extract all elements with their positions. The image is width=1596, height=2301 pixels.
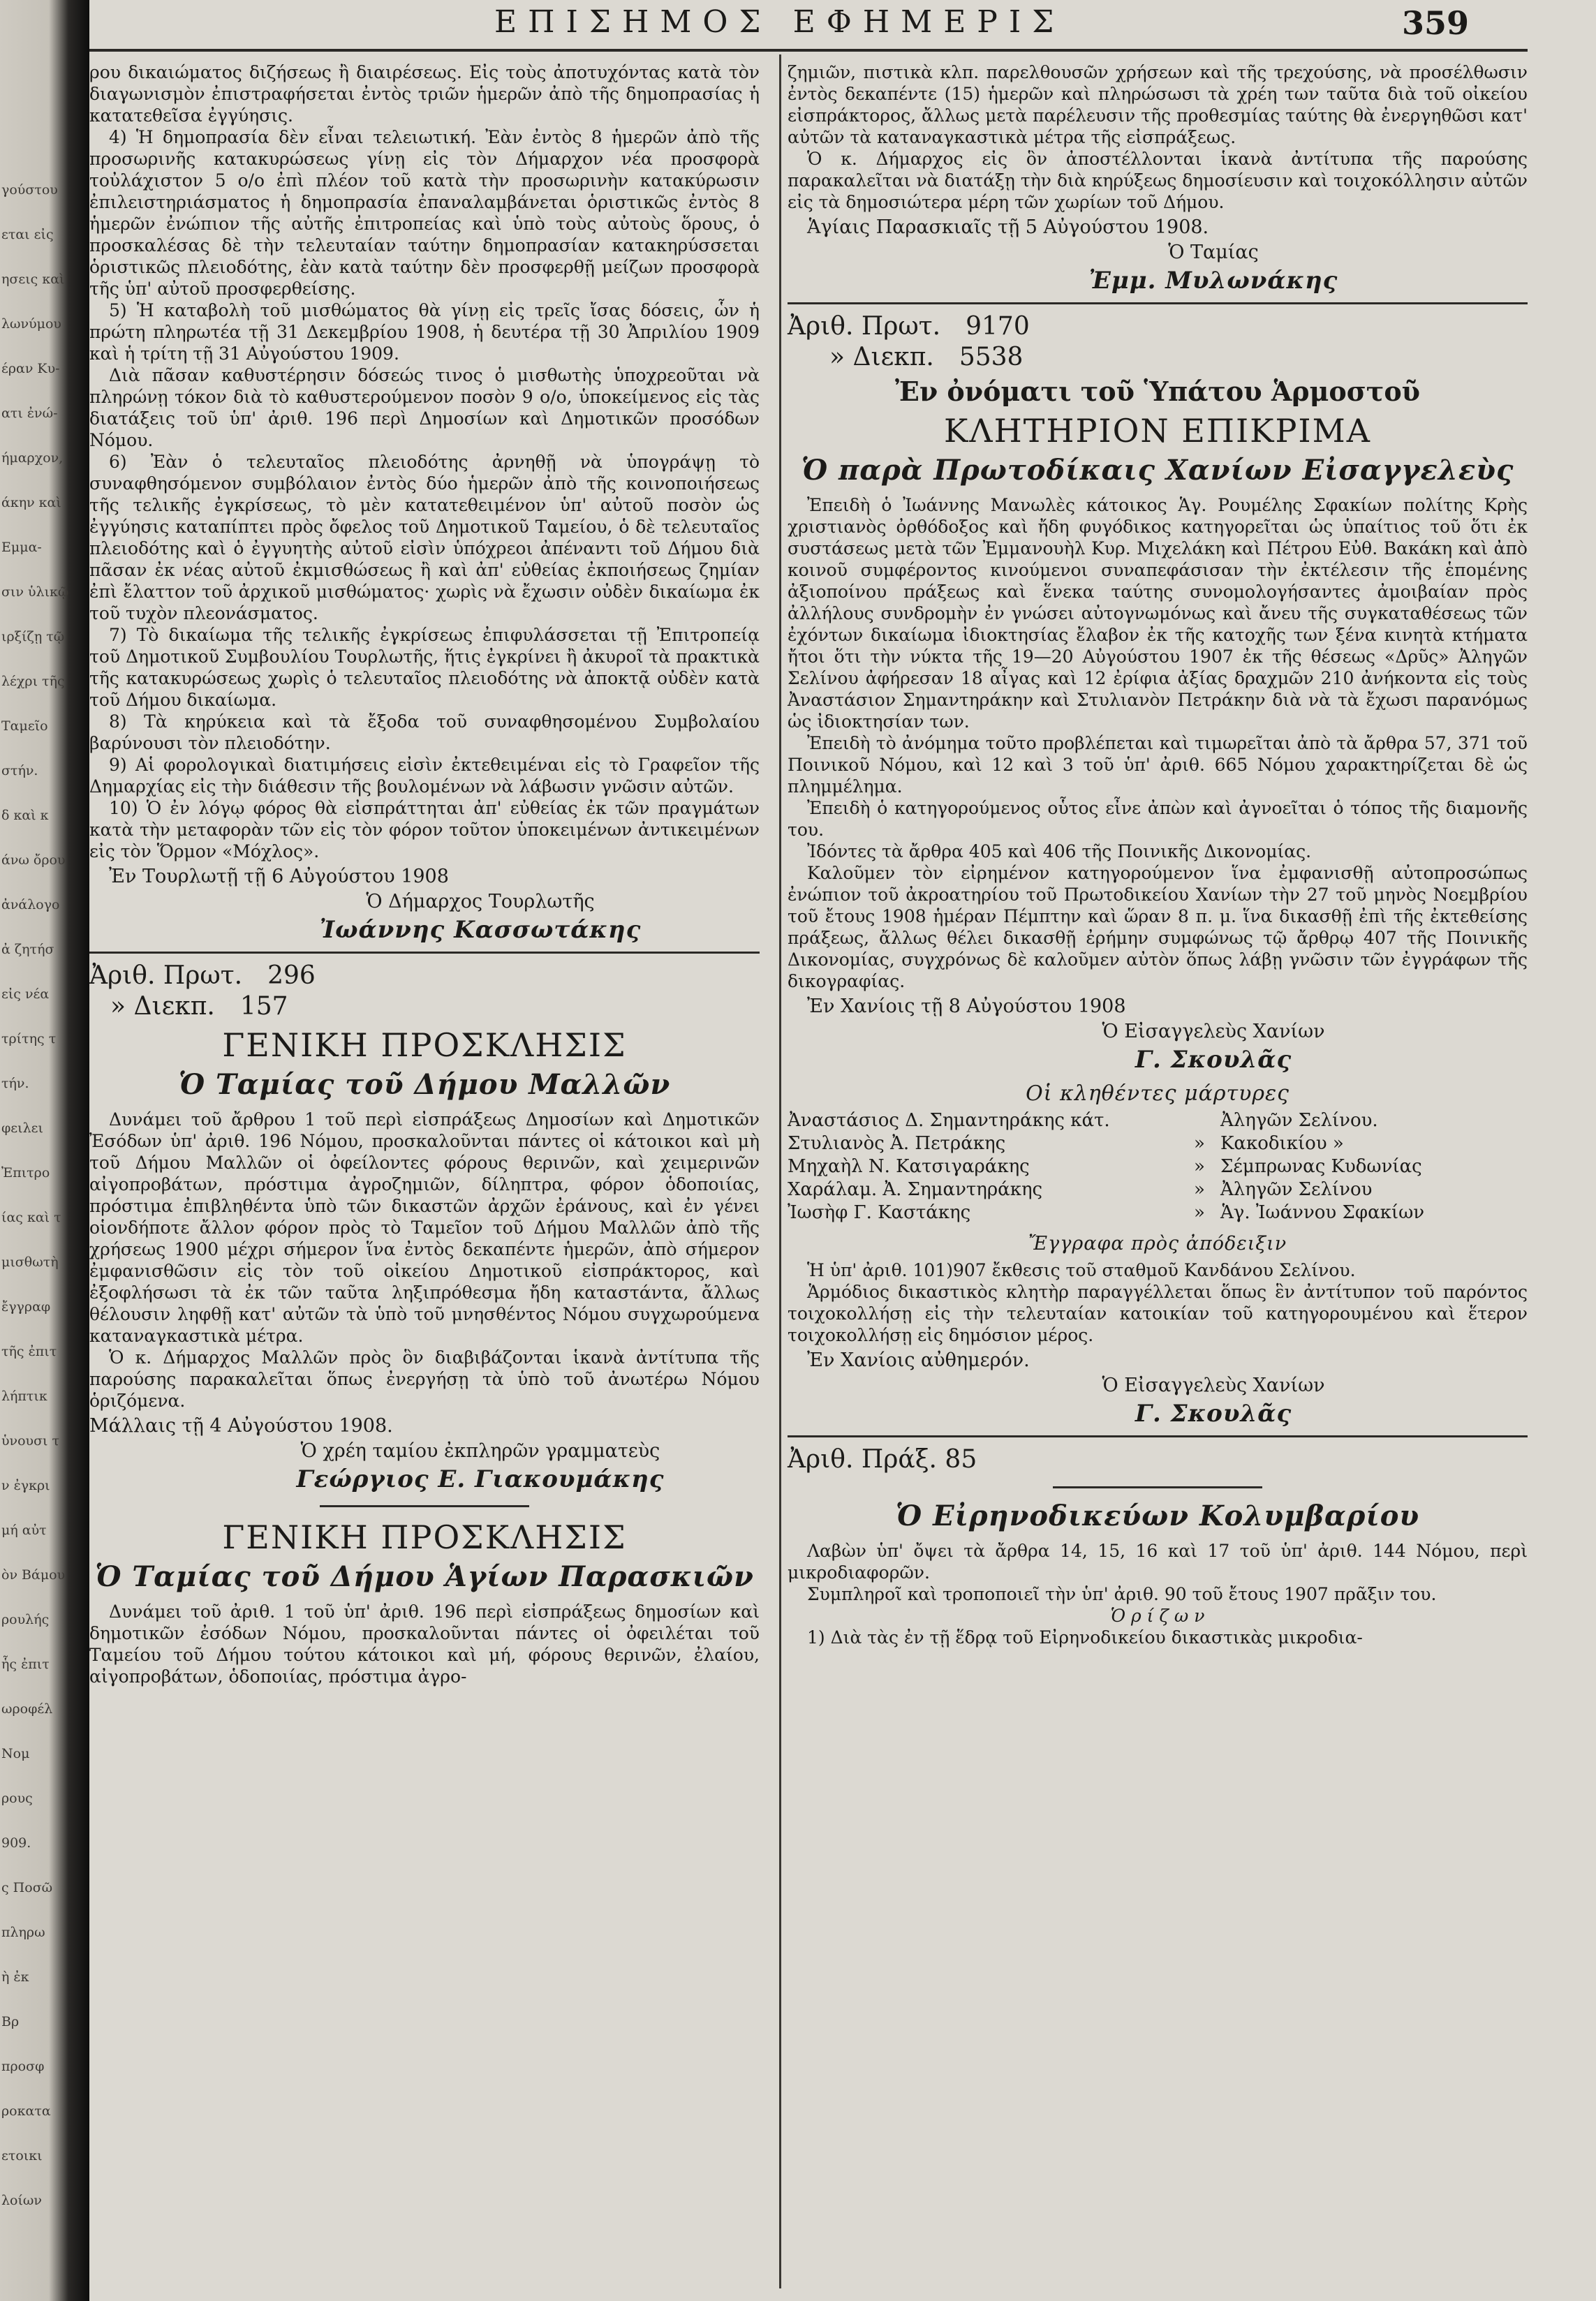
auction-para: 6) Ἐὰν ὁ τελευταῖος πλειοδότης ἀρνηθῇ νὰ ὑπογράψῃ τὸ συναφθησόμενον συμβόλαιον ἐντὸς δύο ἡμερῶν ἀπὸ τῆς κοινοποιήσεως τῆς τελικῆς ἐγκρίσεως, τὸ μὲν κατατεθειμένον ὑπ' αὐτοῦ ποσὸν ὡς ἐγγύησις καταπίπτει πρὸς ὄφελος τοῦ Δημοτικοῦ Ταμείου, ὁ δὲ τελευταῖος πλειοδότης καὶ ὁ ἐγγυητὴς αὐτοῦ εἰσὶν ὑπόχρεοι ἀπέναντι τοῦ Δήμου διὰ πᾶσαν ἐκ νέας αὐτοῦ ἐκμισθώσεως ἢ καὶ ἀπ' εὐθείας ἐκποιήσεως ζημίαν ἐπὶ ἔλαττον τοῦ ἀρχικοῦ μισθώματος· χωρὶς νὰ ἔχωσιν οὐδὲν δικαίωμα ἐκ τοῦ τυχὸν πλεονάσματος. [89,452,760,623]
gutter-text-fragment: μή αὐτ [1,1523,47,1538]
witness-list [788,1109,1528,1225]
gutter-text-fragment: ὸν Βάμου [1,1567,66,1583]
notice-body: Ὁ κ. Δήμαρχος Μαλλῶν πρὸς ὃν διαβιβάζονται ἱκανὰ ἀντίτυπα τῆς παρούσης παρακαλεῖται ὅπως ἐνεργήσῃ τὰ ὑπὸ τοῦ ἀνωτέρω Νόμου ὁριζόμενα. [89,1347,760,1411]
gutter-text-fragment: Ἐπιτρο [1,1165,50,1181]
gutter-text-fragment: τήν. [1,1076,29,1091]
notice-place-date: Μάλλαις τῇ 4 Αὐγούστου 1908. [89,1415,393,1437]
notice-signatory-name: Ἐμμ. Μυλωνάκης [1088,267,1338,295]
peace-court-para: Λαβὼν ὑπ' ὄψει τὰ ἄρθρα 14, 15, 16 καὶ 17 τοῦ ὑπ' ἀριθ. 144 Νόμου, περὶ μικροδιαφορῶν. [788,1541,1528,1583]
decree-invocation: Ἐν ὀνόματι τοῦ Ὑπάτου Ἁρμοστοῦ [894,376,1421,407]
section-rule [788,1435,1528,1437]
documents-signatory-name: Γ. Σκουλᾶς [1135,1400,1292,1428]
decree-signatory-name: Γ. Σκουλᾶς [1135,1046,1292,1074]
gutter-text-fragment: ροκατα [1,2103,51,2119]
auction-para: 5) Ἡ καταβολὴ τοῦ μισθώματος θὰ γίνῃ εἰς τρεῖς ἴσας δόσεις, ὧν ἡ πρώτη πληρωτέα τῇ 31 Δεκεμβρίου 1908, ἡ δευτέρα τῇ 30 Ἀπριλίου 1909 καὶ ἡ τρίτη τῇ 31 Αὐγούστου 1909. [89,300,760,364]
gutter-text-fragment: εἰς νέα [1,986,50,1002]
notice-body: Δυνάμει τοῦ ἀριθ. 1 τοῦ ὑπ' ἀριθ. 196 περὶ εἰσπράξεως δημοσίων καὶ δημοτικῶν ἐσόδων Νόμου, προσκαλοῦνται πάντες οἱ ὀφειλέται τοῦ Ταμείου τοῦ Δήμου τούτου κάτοικοι καὶ μή, φόρους θερινῶν, ἐλαίου, αἰγοπροβάτων, ὁδοποιίας, πρόστιμα ἀγρο- [89,1601,760,1687]
right-column [788,61,1528,1648]
gutter-text-fragment: ἀ ζητήσ [1,942,54,957]
left-column [89,61,760,1687]
dispatch-ref: » Διεκπ. 157 [110,992,288,1021]
gutter-text-fragment: τῆς ἐπιτ [1,1344,57,1359]
gutter-text-fragment: Ταμεῖο [1,718,48,734]
auction-para: Διὰ πᾶσαν καθυστέρησιν δόσεώς τινος ὁ μισθωτὴς ὑποχρεοῦται νὰ πληρώνῃ τόκον διὰ τὸ καθυστερούμενον ποσὸν 9 ο/ο, ὑποκείμενος εἰς τὰς διατάξεις τοῦ ὑπ' ἀριθ. 196 περὶ Δημοσίων καὶ Δημοτικῶν προσόδων Νόμου. [89,365,760,450]
peace-court-orizon: Ὁ ρ ί ζ ω ν [1110,1606,1205,1626]
witness-row: Μηχαὴλ Ν. Κατσιγαράκης » Σέμπρωνας Κυδωνίας [788,1156,1422,1177]
gutter-text-fragment: ν ἐγκρι [1,1478,50,1493]
auction-signatory-role: Ὁ Δήμαρχος Τουρλωτῆς [366,891,595,912]
gutter-text-fragment: 909. [1,1835,31,1851]
auction-signatory-name: Ἰωάννης Κασσωτάκης [319,916,642,944]
gutter-text-fragment: ετοικι [1,2148,43,2163]
decree-title: ΚΛΗΤΗΡΙΟΝ ΕΠΙΚΡΙΜΑ [944,412,1371,450]
notice-signatory-role: Ὁ Ταμίας [1168,242,1259,263]
section-rule [788,302,1528,304]
gutter-text-fragment: προσφ [1,2059,45,2074]
gutter-text-fragment: Βρ [1,2014,20,2029]
gutter-text-fragment: ρους [1,1791,33,1806]
notice-issuer: Ὁ Ταμίας τοῦ Δήμου Ἁγίων Παρασκιῶν [95,1560,754,1593]
notice-body: ζημιῶν, πιστικὰ κλπ. παρελθουσῶν χρήσεων καὶ τῆς τρεχούσης, νὰ προσέλθωσιν ἐντὸς δεκαπέντε (15) ἡμερῶν καὶ πληρώσωσι τὰ χρέη των ταῦτα διὰ τοῦ οἰκείου εἰσπράκτορος, ἄλλως μετὰ παρέλευσιν τῆς προθεσμίας ταύτης θὰ ἐνεργηθῶσι κατ' αὐτῶν τὰ καταναγκαστικὰ μέτρα τῆς εἰσπράξεως. [788,62,1528,147]
notice-place-date: Ἁγίαις Παρασκιαῖς τῇ 5 Αὐγούστου 1908. [807,216,1209,238]
witnesses-heading: Οἱ κληθέντες μάρτυρες [1026,1081,1290,1106]
gutter-text-fragment: ἔγγραφ [1,1299,51,1315]
newspaper-title: ΕΠΙΣΗΜΟΣ ΕΦΗΜΕΡΙΣ [494,4,1065,40]
column-divider [779,54,781,2288]
masthead [89,0,1596,40]
witness-row: Ἀναστάσιος Δ. Σημαντηράκης κάτ. Ἀληγῶν Σελίνου. [788,1110,1378,1131]
gutter-text-fragment: ς Ποσῶ [1,1880,53,1895]
protocol-ref: Ἀριθ. Πρωτ. 9170 [788,312,1030,341]
gutter-text-fragment: λέχρι τῆς [1,674,65,689]
notice-heading: ΓΕΝΙΚΗ ΠΡΟΣΚΛΗΣΙΣ [222,1518,627,1556]
gutter-text-fragment: έραν Κυ- [1,361,60,376]
gutter-text-fragment: Νομ [1,1746,30,1761]
gutter-text-fragment: σιν ὑλικῷ [1,584,69,600]
section-rule [89,952,760,954]
gutter-text-fragment: στήν. [1,763,38,778]
gutter-text-fragment: ιρξίζῃ τῷ [1,629,65,644]
gutter-text-fragment: μισθωτὴ [1,1255,59,1270]
newspaper-page [89,0,1596,2301]
documents-signatory-role: Ὁ Εἰσαγγελεὺς Χανίων [1102,1375,1325,1396]
notice-heading: ΓΕΝΙΚΗ ΠΡΟΣΚΛΗΣΙΣ [222,1026,627,1064]
section-rule [320,1505,529,1507]
peace-court-heading: Ὁ Εἰρηνοδικεύων Κολυμβαρίου [895,1500,1420,1532]
gutter-text-fragment: ησεις καὶ [1,272,65,287]
witness-row: Στυλιανὸς Ἀ. Πετράκης » Κακοδικίου » [788,1133,1344,1154]
decree-issuer: Ὁ παρὰ Πρωτοδίκαις Χανίων Εἰσαγγελεὺς [801,454,1514,487]
auction-para: 4) Ἡ δημοπρασία δὲν εἶναι τελειωτική. Ἐὰν ἐντὸς 8 ἡμερῶν ἀπὸ τῆς προσωρινῆς κατακυρώσεως γίνῃ εἰς τὸν Δήμαρχον νέα προσφορὰ τοὐλάχιστον 5 ο/ο ἐπὶ πλέον τοῦ κατὰ τὴν προσωρινὴν κατακύρωσιν ἐπιλειστηριάσματος ἡ δημοπρασία ἐπαναλαμβάνεται ὁριστικῶς ἐντὸς 8 ἡμερῶν ἐνώπιον τῆς αὐτῆς ἐπιτροπείας καὶ ὑπὸ τοὺς αὐτοὺς ὅρους, ὁ προσκαλέσας δὲ τὴν τελευταίαν ταύτην δημοπρασίαν κατακηρύσσεται ὁριστικῶς πλειοδότης, ἐὰν κατὰ ταύτην δὲν προσφερθῇ μείζων προσφορὰ τῆς ὑπ' αὐτοῦ προσφερθείσης. [89,127,760,299]
gutter-text-fragment: ὑνουσι τ [1,1433,60,1449]
gutter-text-fragment: ρουλής [1,1612,50,1627]
masthead-rule [89,49,1528,52]
documents-place-date: Ἐν Χανίοις αὐθημερόν. [807,1349,1030,1371]
documents-para: Ἁρμόδιος δικαστικὸς κλητὴρ παραγγέλλεται ὅπως ἓν ἀντίτυπον τοῦ παρόντος τοιχοκολλήσῃ εἰς τὴν τελευταίαν κατοικίαν τοῦ κατηγορουμένου καὶ ἕτερον τοιχοκολλήσῃ εἰς δημόσιον μέρος. [788,1282,1528,1345]
gutter-text-fragment: ωροφέλ [1,1701,53,1717]
auction-para: 10) Ὁ ἐν λόγῳ φόρος θὰ εἰσπράττηται ἀπ' εὐθείας ἐκ τῶν πραγμάτων κατὰ τὴν μεταφορὰν τῶν εἰς τὸν φόρον τοῦτον ὑποκειμένων ἀντικειμένων εἰς τὸν Ὅρμον «Μόχλος». [89,798,760,861]
gutter-text-fragment: λήπτικ [1,1389,47,1404]
documents-heading: Ἔγγραφα πρὸς ἀπόδειξιν [1028,1233,1287,1255]
auction-terms [89,61,760,862]
witness-row: Ἰωσὴφ Γ. Καστάκης » Ἁγ. Ἰωάννου Σφακίων [788,1202,1425,1223]
auction-para: 7) Τὸ δικαίωμα τῆς τελικῆς ἐγκρίσεως ἐπιφυλάσσεται τῇ Ἐπιτροπείᾳ τοῦ Δημοτικοῦ Συμβουλίου Τουρλωτῆς, ἥτις ἐγκρίνει ἢ ἀκυροῖ τὰ πρακτικὰ τῆς κατακυρώσεως χωρὶς ὁ τελευταῖος πλειοδότης νὰ ἀποκτᾷ οὐδὲν κατὰ τοῦ Δήμου δικαίωμα. [89,625,760,710]
gutter-text-fragment: άκην καὶ [1,495,61,510]
gutter-text-fragment: λοίων [1,2193,42,2208]
decree-para: Καλοῦμεν τὸν εἰρημένον κατηγορούμενον ἵνα ἐμφανισθῇ αὐτοπροσώπως ἐνώπιον τοῦ ἀκροατηρίου τοῦ Πρωτοδικείου Χανίων τὴν 27 τοῦ μηνὸς Νοεμβρίου τοῦ ἔτους 1908 ἡμέραν Πέμπτην καὶ ὥραν 8 π. μ. ἵνα δικασθῇ ἐπὶ τῆς ἐκτεθείσης πράξεως, ἄλλως θέλει δικασθῇ ἐρήμην συμφώνως τῷ ἄρθρῳ 407 τῆς Ποινικῆς Δικονομίας, συγχρόνως δὲ καλοῦμεν αὐτὸν ὅπως λάβῃ γνῶσιν τῶν ἐγγράφων τῆς δικογραφίας. [788,863,1528,991]
notice-body: Δυνάμει τοῦ ἄρθρου 1 τοῦ περὶ εἰσπράξεως Δημοσίων καὶ Δημοτικῶν Ἐσόδων ὑπ' ἀριθ. 196 Νόμου, προσκαλοῦνται πάντες οἱ κάτοικοι καὶ μὴ τοῦ Δήμου Μαλλῶν οἱ ὀφείλοντες φόρους θερινῶν, καὶ χειμερινῶν αἰγοπροβάτων, πρόστιμα ἀγροζημιῶν, δίληπτρα, φόρον ὁδοποιίας, πρόστιμα ἐπιβληθέντα ὑπὸ τῶν δικαστῶν ἀρχῶν ἐράνους, καὶ ἐν γένει οἱονδήποτε ἄλλον φόρον πρὸς τὸ Ταμεῖον τοῦ Δήμου Μαλλῶν ἀπὸ τῆς χρήσεως 1900 μέχρι σήμερον ἵνα ἐντὸς δεκαπέντε ἡμερῶν, ἀπὸ σήμερον ἐμφανισθῶσιν εἰς τὸν τοῦ οἰκείου Δημοτικοῦ εἰσπράκτορος, καὶ ἐξοφλήσωσι τὰ ἐκ τῶν ταῦτα ληξιπρόθεσμα ἤδη καταστάντα, ἄλλως θέλουσιν ληφθῇ κατ' αὐτῶν τὰ ὑπὸ τοῦ μνησθέντος Νόμου συγχωρούμενα καταναγκαστικὰ μέτρα. [89,1109,760,1346]
decree-place-date: Ἐν Χανίοις τῇ 8 Αὐγούστου 1908 [807,996,1126,1017]
documents-para: Ἡ ὑπ' ἀριθ. 101)907 ἔκθεσις τοῦ σταθμοῦ Κανδάνου Σελίνου. [807,1260,1356,1280]
gutter-text-fragment: ήμαρχον, [1,450,64,466]
binding-gutter [0,0,89,2301]
gutter-text-fragment: ὴ ἐκ [1,1969,29,1985]
auction-para: 9) Αἱ φορολογικαὶ διατιμήσεις εἰσὶν ἐκτεθειμέναι εἰς τὸ Γραφεῖον τῆς Δημαρχίας εἰς τὴν διάθεσιν τῆς βουλομένων νὰ λάβωσιν γνῶσιν αὐτῶν. [89,755,760,797]
notice-issuer: Ὁ Ταμίας τοῦ Δήμου Μαλλῶν [178,1068,671,1101]
gutter-text-fragment: άνω ὄρου [1,852,66,868]
peace-court-para: 1) Διὰ τὰς ἐν τῇ ἕδρᾳ τοῦ Εἰρηνοδικείου δικαστικὰς μικροδια- [807,1627,1363,1648]
gutter-text-fragment: δ καὶ κ [1,808,49,823]
decree-para: Ἐπειδὴ ὁ Ἰωάννης Μανωλὲς κάτοικος Ἁγ. Ρουμέλης Σφακίων πολίτης Κρὴς χριστιανὸς ὀρθόδοξος καὶ ἤδη φυγόδικος κατηγορεῖται ὡς ὑπαίτιος τοῦ ὅτι ἐκ συστάσεως μετὰ τῶν Ἐμμανουὴλ Κυρ. Μιχελάκη καὶ Πέτρου Εὐθ. Βακάκη καὶ ἀπὸ κοινοῦ συμφέροντος κινούμενοι συναπεφάσισαν τὴν ἐκτέλεσιν τῆς ἑπομένης ἀξιοποίνου πράξεως καὶ ἕνεκα ταύτης συνομολογήσαντες ἀμοιβαίαν πρὸς ἀλλήλους συνδρομὴν ἐν γνώσει αὐτογνωμόνως καὶ ἄνευ τῆς συγκαταθέσεως τῶν ἐχόντων δικαίωμα ἰδιοκτησίας ἔλαβον ἐκ τῆς κατοχῆς των ξένα κινητὰ κτήματα ἤτοι ὅτι τὴν νύκτα τῆς 19—20 Αὐγούστου 1907 ἐκ τῆς θέσεως «Δρῦς» Ἀληγῶν Σελίνου ἀφήρεσαν 18 αἶγας καὶ 12 ἐρίφια ἀξίας δραχμῶν 210 ἀνήκοντα εἰς τοὺς Ἀναστάσιον Σημαντηράκην καὶ Στυλιανὸν Πετράκην διὰ νὰ τὰ ἔχωσι παρανόμως ὡς ἰδιοκτησίαν των. [788,495,1528,732]
gutter-text-fragment: εται εἰς [1,227,54,242]
decree-para: Ἐπειδὴ ὁ κατηγορούμενος οὗτος εἶνε ἀπὼν καὶ ἀγνοεῖται ὁ τόπος τῆς διαμονῆς του. [788,798,1528,840]
section-rule [1053,1486,1262,1488]
notice-signatory-name: Γεώργιος Ε. Γιακουμάκης [296,1465,665,1493]
gutter-text-fragment: ίας καὶ τ [1,1210,61,1225]
gutter-text-fragment: γούστου [1,182,58,198]
witness-row: Χαράλαμ. Ἀ. Σημαντηράκης » Ἀληγῶν Σελίνου [788,1179,1373,1200]
gutter-text-fragment: φειλει [1,1120,43,1136]
decree-para: Ἰδόντες τὰ ἄρθρα 405 καὶ 406 τῆς Ποινικῆς Δικονομίας. [807,841,1312,861]
auction-place-date: Ἐν Τουρλωτῇ τῇ 6 Αὐγούστου 1908 [109,866,449,887]
gutter-text-fragment: πληρω [1,1925,45,1940]
gutter-text-fragment: ἀνάλογο [1,897,60,912]
decree-para: Ἐπειδὴ τὸ ἀνόμημα τοῦτο προβλέπεται καὶ τιμωρεῖται ἀπὸ τὰ ἄρθρα 57, 371 τοῦ Ποινικοῦ Νόμου, καὶ 12 καὶ 3 τοῦ ὑπ' ἀριθ. 665 Νόμου χαρακτηρίζεται δὲ ὡς πλημμέλημα. [788,733,1528,797]
act-ref: Ἀριθ. Πράξ. 85 [788,1445,977,1474]
page-number: 359 [1402,4,1470,42]
notice-body: Ὁ κ. Δήμαρχος εἰς ὃν ἀποστέλλονται ἱκανὰ ἀντίτυπα τῆς παρούσης παρακαλεῖται νὰ διατάξῃ τὴν διὰ κηρύξεως δημοσίευσιν καὶ τοιχοκόλλησιν αὐτῶν εἰς τὰ δημοσιώτερα μέρη τῶν χωρίων τοῦ Δήμου. [788,149,1528,212]
decree-signatory-role: Ὁ Εἰσαγγελεὺς Χανίων [1102,1021,1325,1042]
dispatch-ref: » Διεκπ. 5538 [829,343,1024,371]
auction-para: ρου δικαιώματος διζήσεως ἢ διαιρέσεως. Εἰς τοὺς ἀποτυχόντας κατὰ τὸν διαγωνισμὸν ἐπιστραφήσεται ἐντὸς τριῶν ἡμερῶν ἀπὸ τῆς δημοπρασίας ἡ κατατεθεῖσα ἐγγύησις. [89,62,760,126]
peace-court-para: Συμπληροῖ καὶ τροποποιεῖ τὴν ὑπ' ἀριθ. 90 τοῦ ἔτους 1907 πρᾶξιν του. [807,1584,1437,1604]
gutter-text-fragment: ατι ἐνώ- [1,406,58,421]
gutter-text-fragment: τρίτης τ [1,1031,57,1046]
notice-signatory-role: Ὁ χρέη ταμίου ἐκπληρῶν γραμματεὺς [300,1440,660,1462]
auction-para: 8) Τὰ κηρύκεια καὶ τὰ ἔξοδα τοῦ συναφθησομένου Συμβολαίου βαρύνουσι τὸν πλειοδότην. [89,711,760,753]
gutter-text-fragment: λωνύμου [1,316,61,332]
gutter-text-fragment: Εμμα- [1,540,42,555]
protocol-ref: Ἀριθ. Πρωτ. 296 [89,961,316,990]
gutter-text-fragment: ἧς ἐπιτ [1,1657,50,1672]
